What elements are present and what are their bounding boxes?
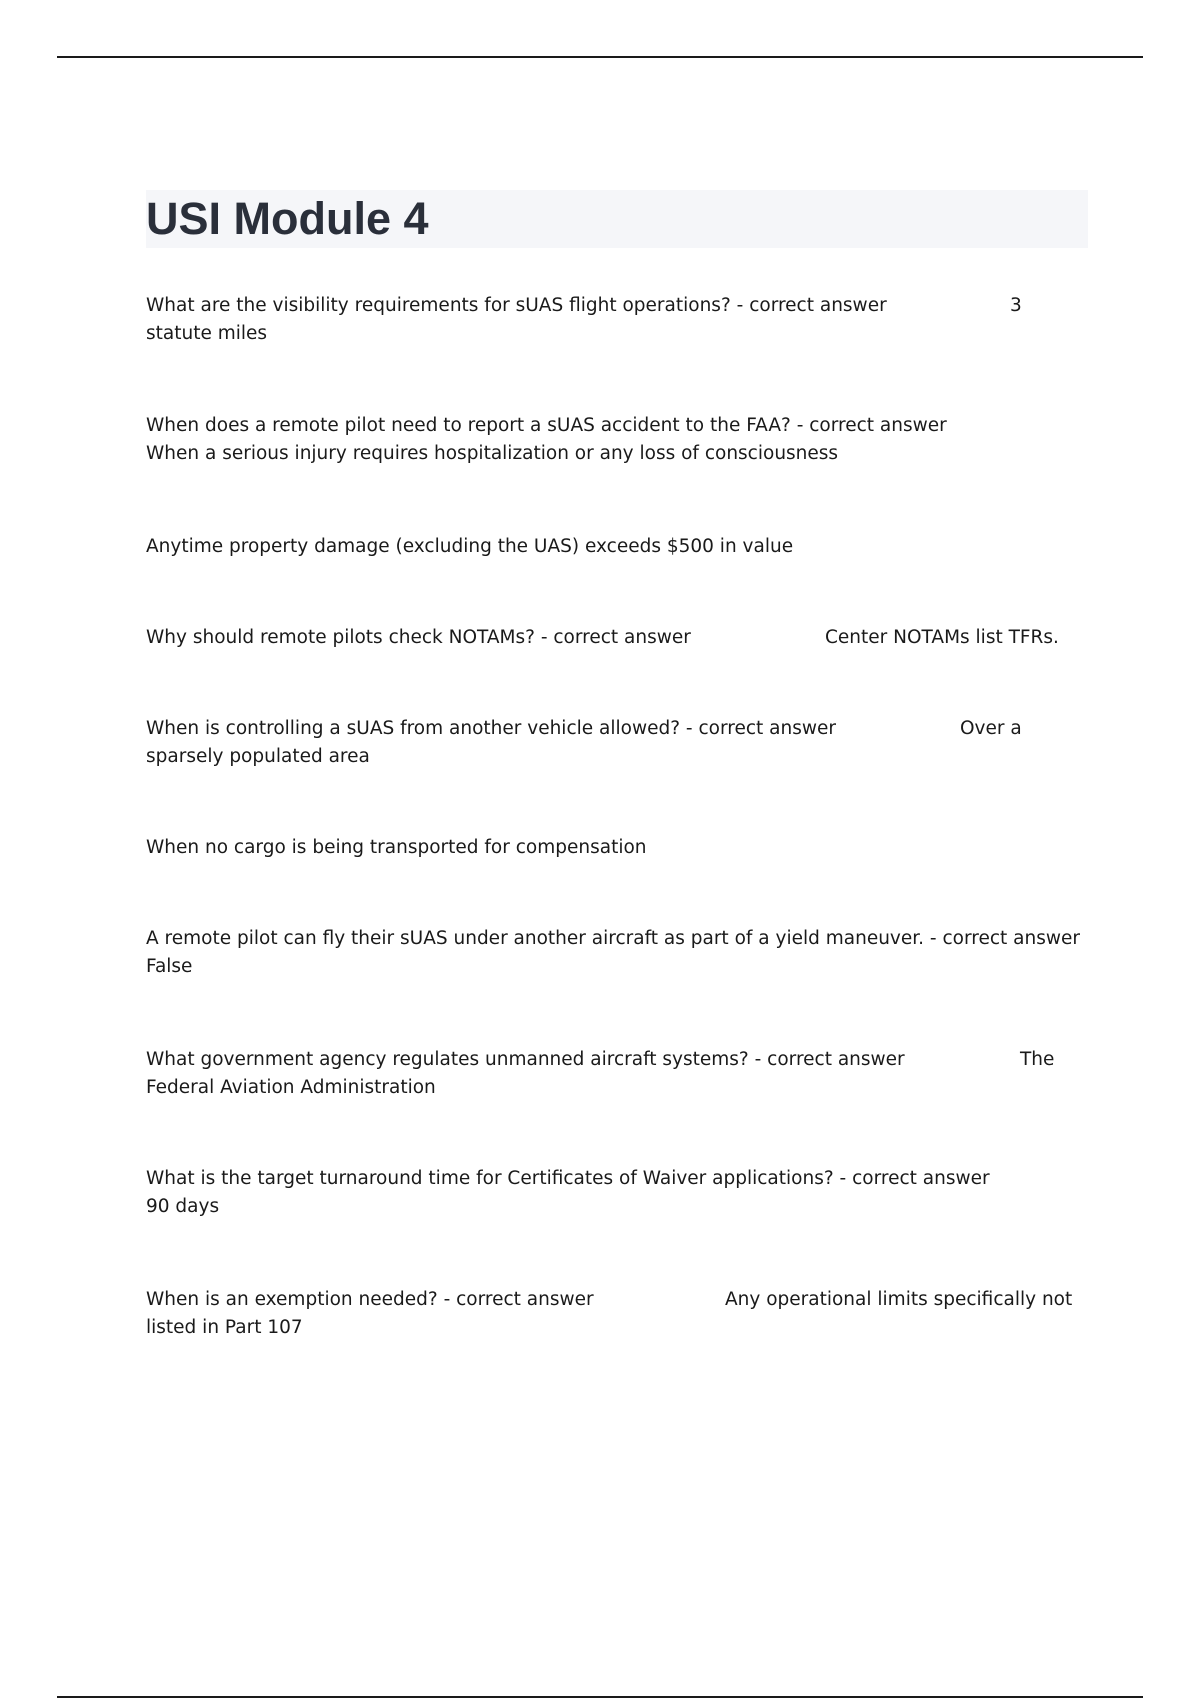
question-text: When is an exemption needed? - correct answer [146,1289,594,1310]
question-line [146,715,1076,743]
answer-text: When no cargo is being transported for compensation [146,837,647,858]
qa-item [146,624,1076,652]
question-text: A remote pilot can fly their sUAS under another aircraft as part of a yield maneuver. - correct answer [146,928,1080,949]
answer-text: Over a [960,718,1022,739]
qa-item [146,925,1080,981]
answer-text: Anytime property damage (excluding the UAS) exceeds $500 in value [146,536,794,557]
question-line [146,292,1076,320]
answer-text: 3 [1010,295,1022,316]
answer-continuation: listed in Part 107 [146,1317,303,1338]
qa-item [146,1046,1076,1102]
question-text: When does a remote pilot need to report a sUAS accident to the FAA? - correct answer [146,415,947,436]
qa-item [146,1165,1076,1221]
answer-text: False [146,956,193,977]
answer-continuation: sparsely populated area [146,746,370,767]
question-text: Why should remote pilots check NOTAMs? - correct answer [146,627,691,648]
answer-continuation: Federal Aviation Administration [146,1077,436,1098]
question-line [146,624,1076,652]
answer-text: When a serious injury requires hospitalization or any loss of consciousness [146,443,839,464]
qa-item [146,533,1076,561]
answer-text: The [1020,1049,1055,1070]
question-line [146,1286,1076,1314]
question-text: What are the visibility requirements for sUAS flight operations? - correct answer [146,295,887,316]
qa-item [146,1286,1076,1342]
answer-text: 90 days [146,1196,220,1217]
question-text: What is the target turnaround time for Certificates of Waiver applications? - correct answer [146,1168,990,1189]
question-text: What government agency regulates unmanned aircraft systems? - correct answer [146,1049,905,1070]
qa-item [146,412,1076,468]
qa-item [146,292,1076,348]
answer-text: Any operational limits specifically not [725,1289,1073,1310]
answer-continuation: statute miles [146,323,268,344]
qa-item [146,715,1076,771]
question-line [146,1046,1076,1074]
question-text: When is controlling a sUAS from another vehicle allowed? - correct answer [146,718,836,739]
qa-item [146,834,1076,862]
answer-text: Center NOTAMs list TFRs. [825,627,1059,648]
page-title: USI Module 4 [146,193,429,244]
footer-rule [57,1696,1143,1698]
header-rule [57,56,1143,58]
